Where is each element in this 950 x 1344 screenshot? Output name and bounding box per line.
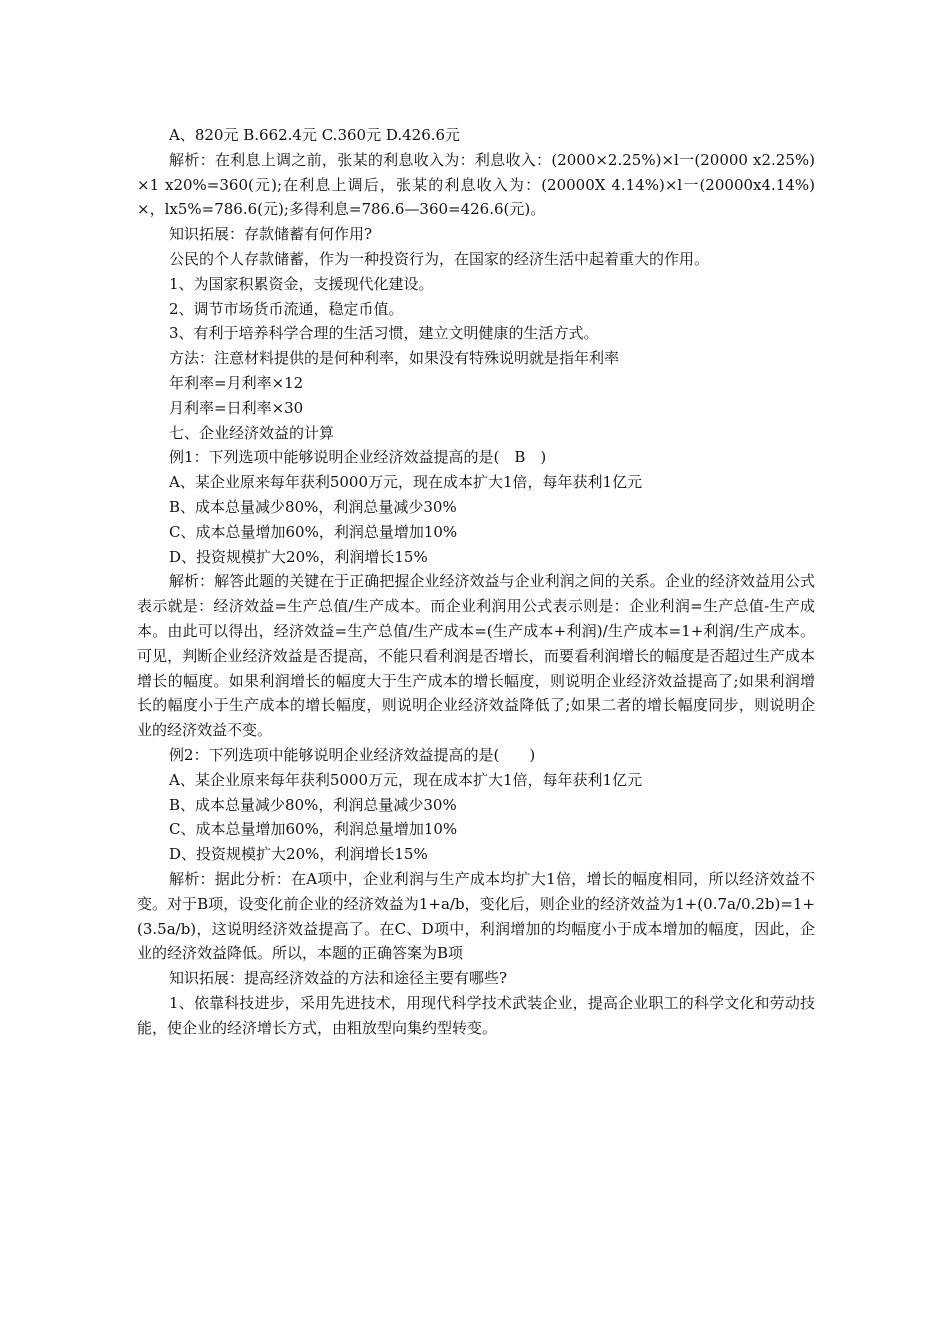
body-paragraph: 1、依靠科技进步，采用先进技术，用现代科学技术武装企业，提高企业职工的科学文化和劳动技能，使企业的经济增长方式，由粗放型向集约型转变。 [137, 993, 815, 1037]
section-heading: 七、企业经济效益的计算 [169, 423, 335, 442]
body-paragraph: 公民的个人存款储蓄，作为一种投资行为，在国家的经济生活中起着重大的作用。 [169, 249, 710, 268]
analysis-paragraph: 解析：据此分析：在A项中，企业利润与生产成本均扩大1倍，增长的幅度相同，所以经济效益不变。对于B项，设变化前企业的经济效益为1+a/b，变化后，则企业的经济效益为1+(0.7a/0.2b)=1+(3.5a/b)，这说明经济效益提高了。在C、D项中，利润增加的均幅度小于成本增加的幅度，因此，企业的经济效益降低。所以，本题的正确答案为B项 [137, 869, 815, 963]
option-line: B、成本总量减少80%，利润总量减少30% [169, 795, 457, 814]
list-item: 2、调节市场货币流通，稳定币值。 [169, 299, 404, 318]
analysis-paragraph: 解析：在利息上调之前，张某的利息收入为：利息收入：(2000×2.25%)×l一(20000 x2.25%)×1 x20%=360(元);在利息上调后，张某的利息收入为：(20000X 4.14%)×l一(20000x4.14%)×，lx5%=786.6(元);多得利息=786.6—360=426.6(元)。 [137, 150, 815, 219]
knowledge-extension-heading: 知识拓展：存款储蓄有何作用? [169, 225, 373, 244]
example-question: 例1：下列选项中能够说明企业经济效益提高的是( B ) [169, 448, 547, 467]
option-line: D、投资规模扩大20%，利润增长15% [169, 547, 428, 566]
document-body [137, 123, 815, 1040]
knowledge-extension-heading: 知识拓展：提高经济效益的方法和途径主要有哪些? [169, 969, 508, 988]
answer-options-line: A、820元 B.662.4元 C.360元 D.426.6元 [169, 126, 461, 144]
option-line: C、成本总量增加60%，利润总量增加10% [169, 820, 458, 839]
example-question: 例2：下列选项中能够说明企业经济效益提高的是( ) [169, 745, 536, 764]
option-line: A、某企业原来每年获利5000万元，现在成本扩大1倍，每年获利1亿元 [169, 473, 643, 492]
option-line: B、成本总量减少80%，利润总量减少30% [169, 497, 457, 516]
formula-line: 年利率=月利率×12 [169, 373, 304, 392]
option-line: A、某企业原来每年获利5000万元，现在成本扩大1倍，每年获利1亿元 [169, 770, 643, 789]
list-item: 1、为国家积累资金，支援现代化建设。 [169, 274, 434, 293]
option-line: D、投资规模扩大20%，利润增长15% [169, 845, 428, 864]
formula-line: 月利率=日利率×30 [169, 398, 304, 417]
list-item: 3、有利于培养科学合理的生活习惯，建立文明健康的生活方式。 [169, 324, 599, 343]
analysis-paragraph: 解析：解答此题的关键在于正确把握企业经济效益与企业利润之间的关系。企业的经济效益用公式表示就是：经济效益=生产总值/生产成本。而企业利润用公式表示则是：企业利润=生产总值-生产成本。由此可以得出，经济效益=生产总值/生产成本=(生产成本+利润)/生产成本=1+利润/生产成本。可见，判断企业经济效益是否提高，不能只看利润是否增长，而要看利润增长的幅度是否超过生产成本增长的幅度。如果利润增长的幅度大于生产成本的增长幅度，则说明企业经济效益提高了;如果利润增长的幅度小于生产成本的增长幅度，则说明企业经济效益降低了;如果二者的增长幅度同步，则说明企业的经济效益不变。 [137, 572, 815, 740]
option-line: C、成本总量增加60%，利润总量增加10% [169, 522, 458, 541]
method-paragraph: 方法：注意材料提供的是何种利率，如果没有特殊说明就是指年利率 [169, 349, 620, 368]
